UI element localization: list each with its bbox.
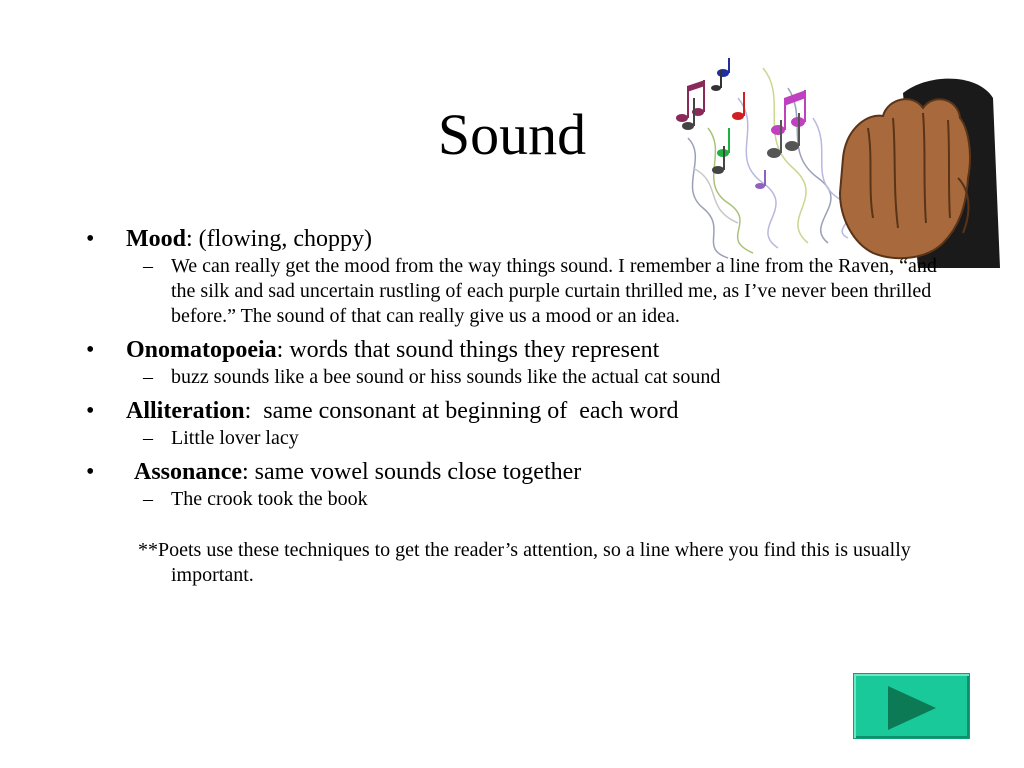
- bullet-item-onomatopoeia: [86, 335, 946, 365]
- bullet-item-mood: [86, 224, 946, 254]
- bullet-icon: •: [86, 398, 95, 424]
- desc-alliteration: : same consonant at beginning of each word: [244, 398, 679, 424]
- term-assonance: Assonance: [134, 459, 243, 485]
- bullet-item-alliteration: [86, 396, 946, 426]
- term-mood: Mood: [126, 226, 186, 252]
- term-alliteration: Alliteration: [126, 398, 245, 424]
- dash-icon: –: [143, 488, 153, 510]
- sub-text-mood: We can really get the mood from the way things sound. I remember a line from the Raven, “and the silk and sad uncertain rustling of each purple curtain thrilled me, as I’ve never been thrilled before.” The sound of that can really give us a mood or an idea.: [171, 255, 937, 327]
- sub-text-alliteration: Little lover lacy: [171, 427, 299, 449]
- play-next-arrow-icon: [854, 674, 971, 740]
- slide-title: Sound: [437, 102, 587, 167]
- sub-text-assonance: The crook took the book: [171, 488, 368, 510]
- bullet-item-assonance: [86, 457, 946, 487]
- sub-text-onomatopoeia: buzz sounds like a bee sound or hiss sounds like the actual cat sound: [171, 366, 721, 388]
- term-onomatopoeia: Onomatopoeia: [126, 337, 277, 363]
- desc-onomatopoeia: : words that sound things they represent: [276, 337, 660, 363]
- desc-assonance: : same vowel sounds close together: [242, 459, 582, 485]
- next-slide-button[interactable]: [853, 673, 970, 739]
- sub-item-assonance: [86, 487, 946, 512]
- dash-icon: –: [143, 427, 153, 449]
- sub-item-alliteration: [86, 426, 946, 451]
- slide-body: [86, 224, 946, 588]
- dash-icon: –: [143, 366, 153, 388]
- bullet-icon: •: [86, 337, 95, 363]
- sub-item-mood: [86, 254, 946, 329]
- sub-item-onomatopoeia: [86, 365, 946, 390]
- desc-mood: : (flowing, choppy): [186, 226, 372, 252]
- dash-icon: –: [143, 255, 153, 277]
- poets-note: **Poets use these techniques to get the reader’s attention, so a line where you find this is usually important.: [138, 539, 911, 586]
- bullet-icon: •: [86, 226, 95, 252]
- bullet-icon: •: [86, 459, 95, 485]
